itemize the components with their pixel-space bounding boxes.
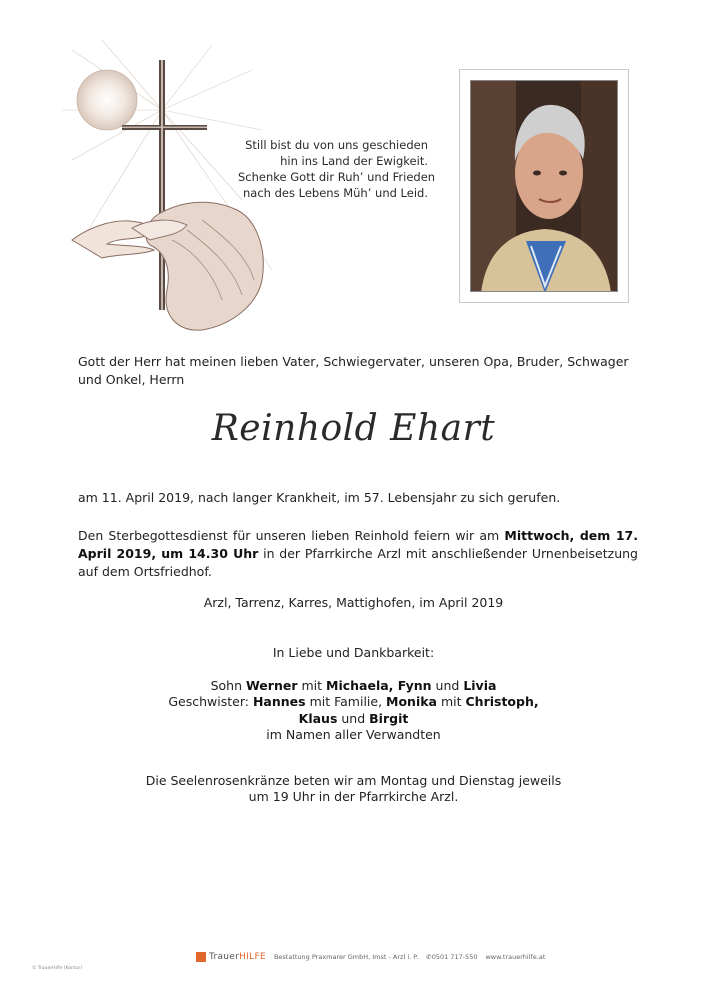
love-gratitude: In Liebe und Dankbarkeit: bbox=[272, 645, 435, 660]
family-name: Hannes bbox=[252, 694, 306, 709]
family-line-siblings bbox=[0, 693, 707, 711]
deceased-name: Reinhold Ehart bbox=[211, 408, 496, 449]
trauerhilfe-logo bbox=[209, 952, 266, 962]
logo-part: HILFE bbox=[239, 952, 266, 962]
rosary-line: Die Seelenrosenkränze beten wir am Montag und Dienstag jeweils bbox=[145, 773, 562, 788]
footer-web-link[interactable]: www.trauerhilfe.at bbox=[485, 953, 546, 961]
family-name: Michaela, Fynn bbox=[326, 678, 432, 693]
trauerhilfe-logo-icon bbox=[196, 952, 206, 962]
portrait-frame bbox=[459, 69, 629, 303]
family-name: Klaus bbox=[298, 711, 338, 726]
place-date: Arzl, Tarrenz, Karres, Mattighofen, im April 2019 bbox=[203, 595, 504, 610]
poem-line: Still bist du von uns geschieden bbox=[245, 138, 428, 152]
portrait-photo bbox=[470, 80, 618, 292]
intro-text: Gott der Herr hat meinen lieben Vater, Schwiegervater, unseren Opa, Bruder, Schwager und Onkel, Herrn bbox=[78, 354, 629, 387]
death-notice-text: am 11. April 2019, nach langer Krankheit, im 57. Lebensjahr zu sich gerufen. bbox=[78, 490, 561, 505]
service-text bbox=[78, 527, 638, 581]
family-name: Christoph, bbox=[465, 694, 539, 709]
service-text-before: Den Sterbegottesdienst für unseren lieben Reinhold feiern wir am bbox=[78, 528, 505, 543]
family-text: Geschwister: bbox=[168, 694, 253, 709]
family-text: mit bbox=[437, 694, 466, 709]
service-text-after: in der Pfarrkirche Arzl mit anschließender Urnenbeisetzung auf dem Ortsfriedhof. bbox=[78, 546, 638, 579]
family-name: Werner bbox=[245, 678, 298, 693]
footer bbox=[196, 950, 545, 964]
poem-line: hin ins Land der Ewigkeit. bbox=[280, 154, 428, 168]
family-line-relatives: im Namen aller Verwandten bbox=[266, 727, 441, 742]
portrait-person-icon bbox=[471, 81, 618, 292]
family-text: mit bbox=[297, 678, 326, 693]
family-text: mit Familie, bbox=[305, 694, 387, 709]
rosary-line: um 19 Uhr in der Pfarrkirche Arzl. bbox=[248, 789, 459, 804]
family-text: und bbox=[431, 678, 464, 693]
family-name: Birgit bbox=[369, 711, 409, 726]
footer-company: Bestattung Praxmarer GmbH, Imst - Arzl i. P. bbox=[273, 953, 419, 961]
poem bbox=[238, 137, 436, 201]
service-date: Mittwoch, dem 17. April 2019, um 14.30 Uhr bbox=[78, 528, 639, 561]
family-name: Livia bbox=[463, 678, 497, 693]
poem-line: nach des Lebens Müh’ und Leid. bbox=[243, 186, 428, 200]
family-text: und bbox=[337, 711, 370, 726]
logo-part: Trauer bbox=[209, 952, 240, 962]
footer-phone: ✆0501 717-550 bbox=[426, 953, 478, 961]
family-text: Sohn bbox=[210, 678, 246, 693]
family-name: Monika bbox=[386, 694, 437, 709]
copyright-note: © TrauerHilfe (Kontur) bbox=[32, 966, 83, 971]
poem-line: Schenke Gott dir Ruh’ und Frieden bbox=[238, 170, 436, 184]
sun-light-icon bbox=[77, 70, 137, 130]
